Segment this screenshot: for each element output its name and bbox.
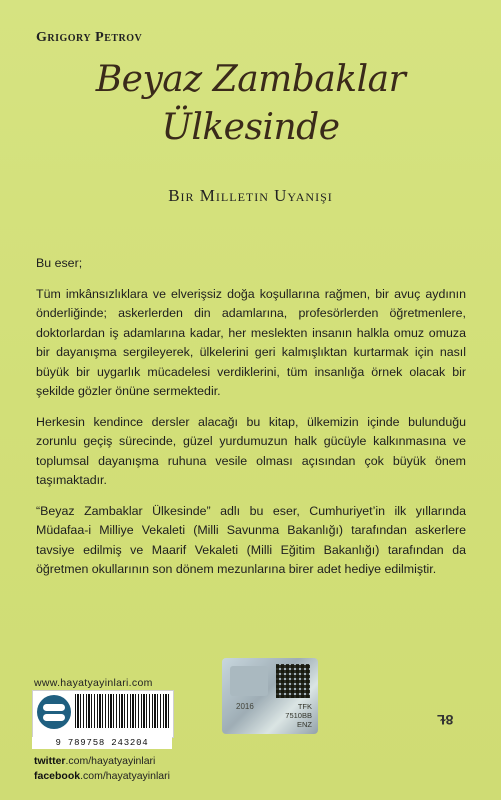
blurb-paragraph: “Beyaz Zambaklar Ülkesinde” adlı bu eser, Cumhuriyet’in ilk yıllarında Müdafaa-i Milliye Vekaleti (Milli Savunma Bakanlığı) tarafından askerlere tavsiye edilmiş ve Maarif Vekaleti (Milli Eğitim Bakanlığı) tarafından da öğretmen okullarının son dönem mezunlarına birer adet hediye edilmiştir.	[36, 503, 466, 576]
publisher-website: www.hayatyayinlari.com	[34, 677, 153, 689]
barcode-block	[32, 690, 174, 738]
sticker-code-line: ENZ	[297, 720, 312, 729]
blurb-text	[36, 254, 466, 591]
book-title-line2: Ülkesinde	[161, 107, 340, 148]
hologram-emblem-icon	[230, 666, 268, 696]
blurb-paragraph: Bu eser;	[36, 256, 83, 270]
barcode-icon	[75, 694, 169, 728]
sticker-year: 2016	[236, 702, 254, 711]
price-mark: 8Ɫ	[437, 712, 454, 728]
twitter-brand: twitter	[34, 755, 66, 767]
facebook-link	[34, 770, 170, 782]
isbn-number: 9 789758 243204	[32, 737, 172, 749]
author-name: Grigory Petrov	[36, 30, 143, 45]
blurb-paragraph: Tüm imkânsızlıklara ve elverişsiz doğa koşullarına rağmen, bir avuç aydının önderliğinde; askerlerden din adamlarına, profesörlerden öğretmenlere, doktorlardan iş adamlarına kadar, her meslekten insanın halkla omuz omuza bir dayanışma sergileyerek, ülkelerini geri kalmışlıktan kurtarmak için nasıl büyük bir uygarlık mücadelesi verdiklerini, tüm insanlığa örnek olacak bir şekilde gözler önüne sermektedir.	[36, 286, 466, 398]
twitter-path: .com/hayatyayinlari	[65, 755, 156, 767]
twitter-link	[34, 755, 155, 767]
facebook-brand: facebook	[34, 770, 81, 782]
sticker-code-line: TFK	[297, 702, 312, 711]
facebook-path: .com/hayatyayinlari	[80, 770, 170, 782]
sticker-code-line: 7510BB	[285, 711, 312, 720]
blurb-paragraph: Herkesin kendince dersler alacağı bu kitap, ülkemizin içinde bulunduğu zorunlu geçiş sürecinde, güzel yurdumuzun halk gücüyle kalkınmasına ve toplumsal dayanışma ruhuna vesile olması açısından çok büyük önem taşımaktadır.	[36, 414, 466, 487]
book-title-line1: Beyaz Zambaklar	[95, 59, 406, 100]
qr-code-icon	[276, 664, 310, 698]
book-subtitle: Bir Milletin Uyanışı	[168, 186, 333, 205]
hologram-sticker	[222, 658, 318, 734]
publisher-logo-icon	[37, 695, 71, 729]
sticker-code	[268, 702, 312, 729]
